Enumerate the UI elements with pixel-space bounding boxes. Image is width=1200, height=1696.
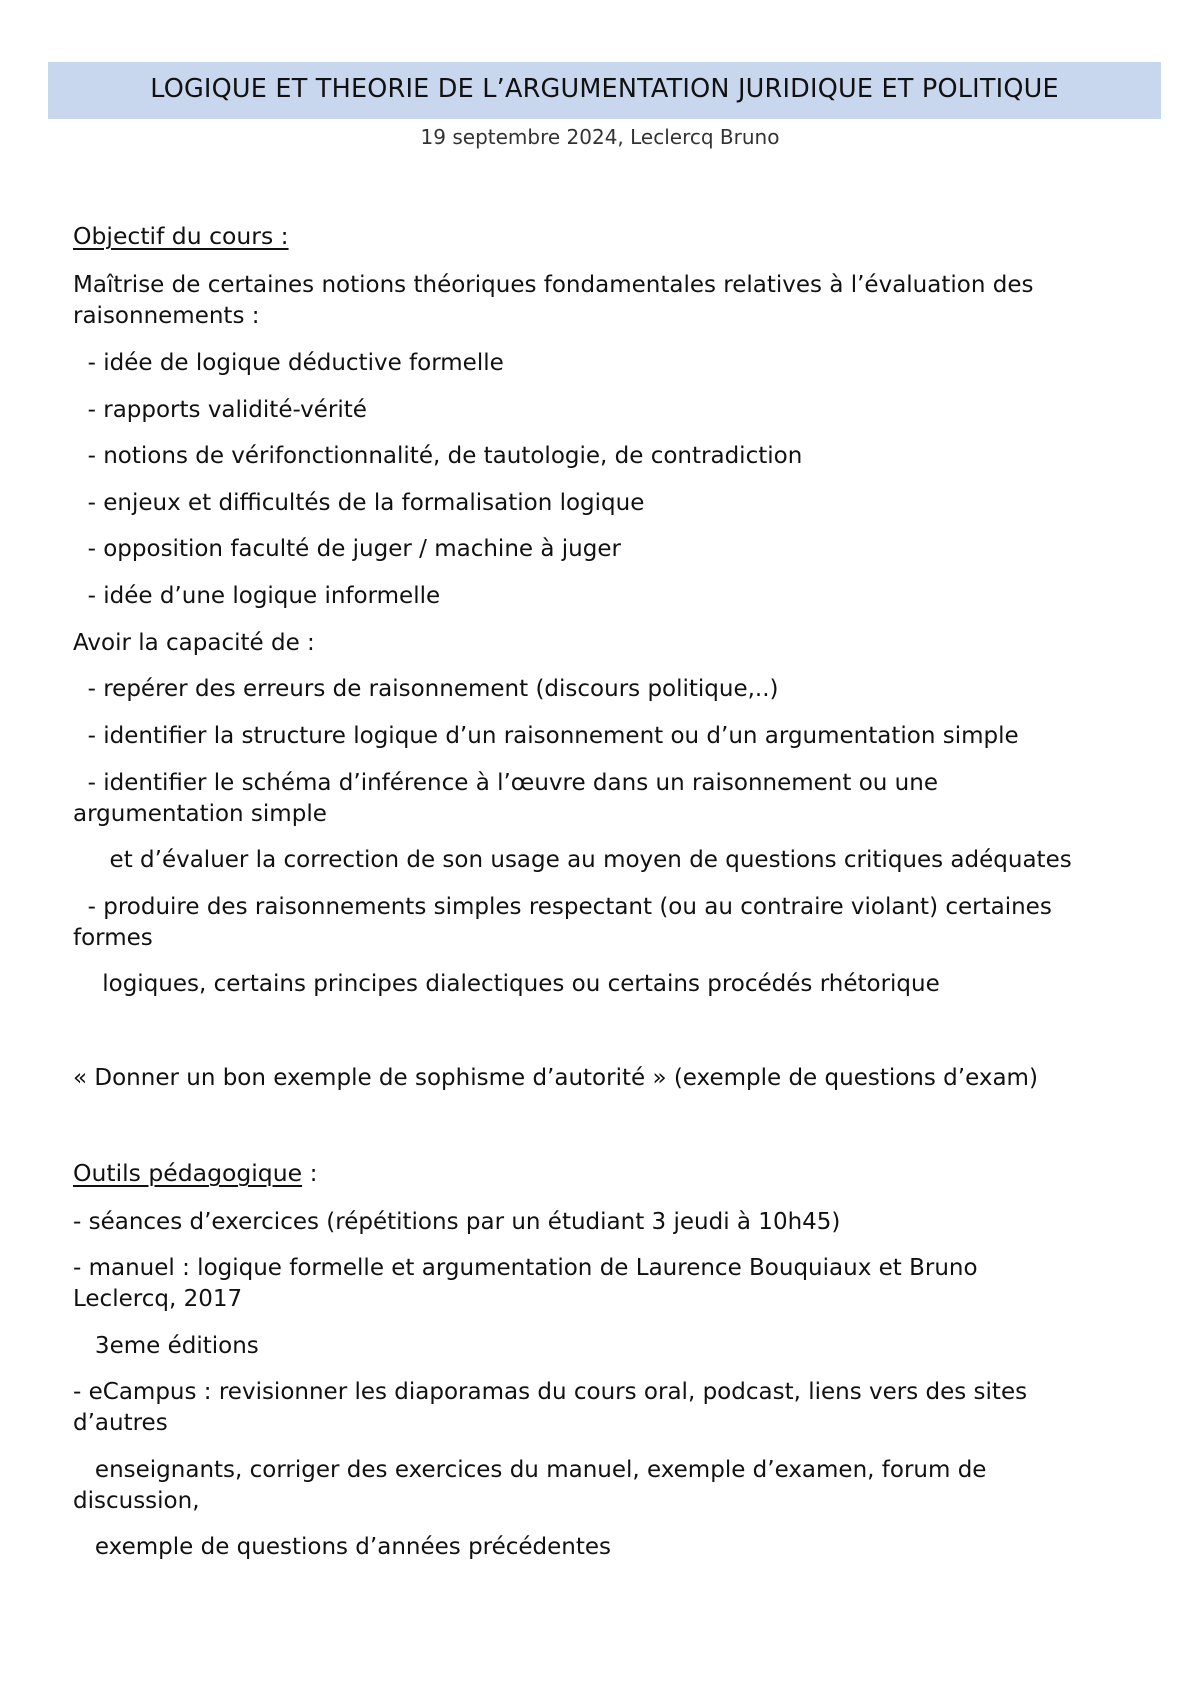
objectif-intro-line: Maîtrise de certaines notions théoriques fondamentales relatives à l’évaluation des xyxy=(73,272,1034,298)
outils-line: 3eme éditions xyxy=(73,1333,259,1359)
notion-list-item: - opposition faculté de juger / machine à juger xyxy=(73,536,621,562)
capacite-list-item: - identifier la structure logique d’un raisonnement ou d’un argumentation simple xyxy=(73,723,1019,749)
exam-example: « Donner un bon exemple de sophisme d’autorité » (exemple de questions d’exam) xyxy=(73,1065,1038,1091)
document-subtitle: 19 septembre 2024, Leclercq Bruno xyxy=(420,125,780,149)
capacite-list-item: - produire des raisonnements simples respectant (ou au contraire violant) certaines xyxy=(73,894,1052,920)
notion-list-item: - rapports validité-vérité xyxy=(73,397,367,423)
objectif-intro-line: raisonnements : xyxy=(73,303,260,329)
capacite-heading: Avoir la capacité de : xyxy=(73,630,315,656)
outils-line: discussion, xyxy=(73,1488,200,1514)
outils-line: exemple de questions d’années précédentes xyxy=(73,1534,612,1560)
capacite-list-item: logiques, certains principes dialectiques ou certains procédés rhétorique xyxy=(73,971,940,997)
capacite-list-item: et d’évaluer la correction de son usage au moyen de questions critiques adéquates xyxy=(73,847,1072,873)
capacite-list-item: formes xyxy=(73,925,153,951)
notion-list-item: - idée de logique déductive formelle xyxy=(73,350,504,376)
outils-heading-text: Outils pédagogique xyxy=(73,1159,303,1187)
outils-line: enseignants, corriger des exercices du manuel, exemple d’examen, forum de xyxy=(73,1457,987,1483)
document-title: LOGIQUE ET THEORIE DE L’ARGUMENTATION JURIDIQUE ET POLITIQUE xyxy=(150,74,1059,104)
outils-heading-suffix: : xyxy=(302,1159,318,1187)
capacite-list-item: argumentation simple xyxy=(73,801,327,827)
outils-line: d’autres xyxy=(73,1410,168,1436)
outils-line: - manuel : logique formelle et argumentation de Laurence Bouquiaux et Bruno xyxy=(73,1255,978,1281)
outils-line: - séances d’exercices (répétitions par un étudiant 3 jeudi à 10h45) xyxy=(73,1209,841,1235)
section-heading-outils xyxy=(73,1159,317,1187)
notion-list-item: - notions de vérifonctionnalité, de tautologie, de contradiction xyxy=(73,443,803,469)
notion-list-item: - enjeux et difficultés de la formalisation logique xyxy=(73,490,645,516)
outils-line: Leclercq, 2017 xyxy=(73,1286,243,1312)
notion-list-item: - idée d’une logique informelle xyxy=(73,583,441,609)
outils-line: - eCampus : revisionner les diaporamas du cours oral, podcast, liens vers des sites xyxy=(73,1379,1028,1405)
section-heading-objectif: Objectif du cours : xyxy=(73,222,289,250)
capacite-list-item: - repérer des erreurs de raisonnement (discours politique,..) xyxy=(73,676,779,702)
capacite-list-item: - identifier le schéma d’inférence à l’œuvre dans un raisonnement ou une xyxy=(73,770,938,796)
